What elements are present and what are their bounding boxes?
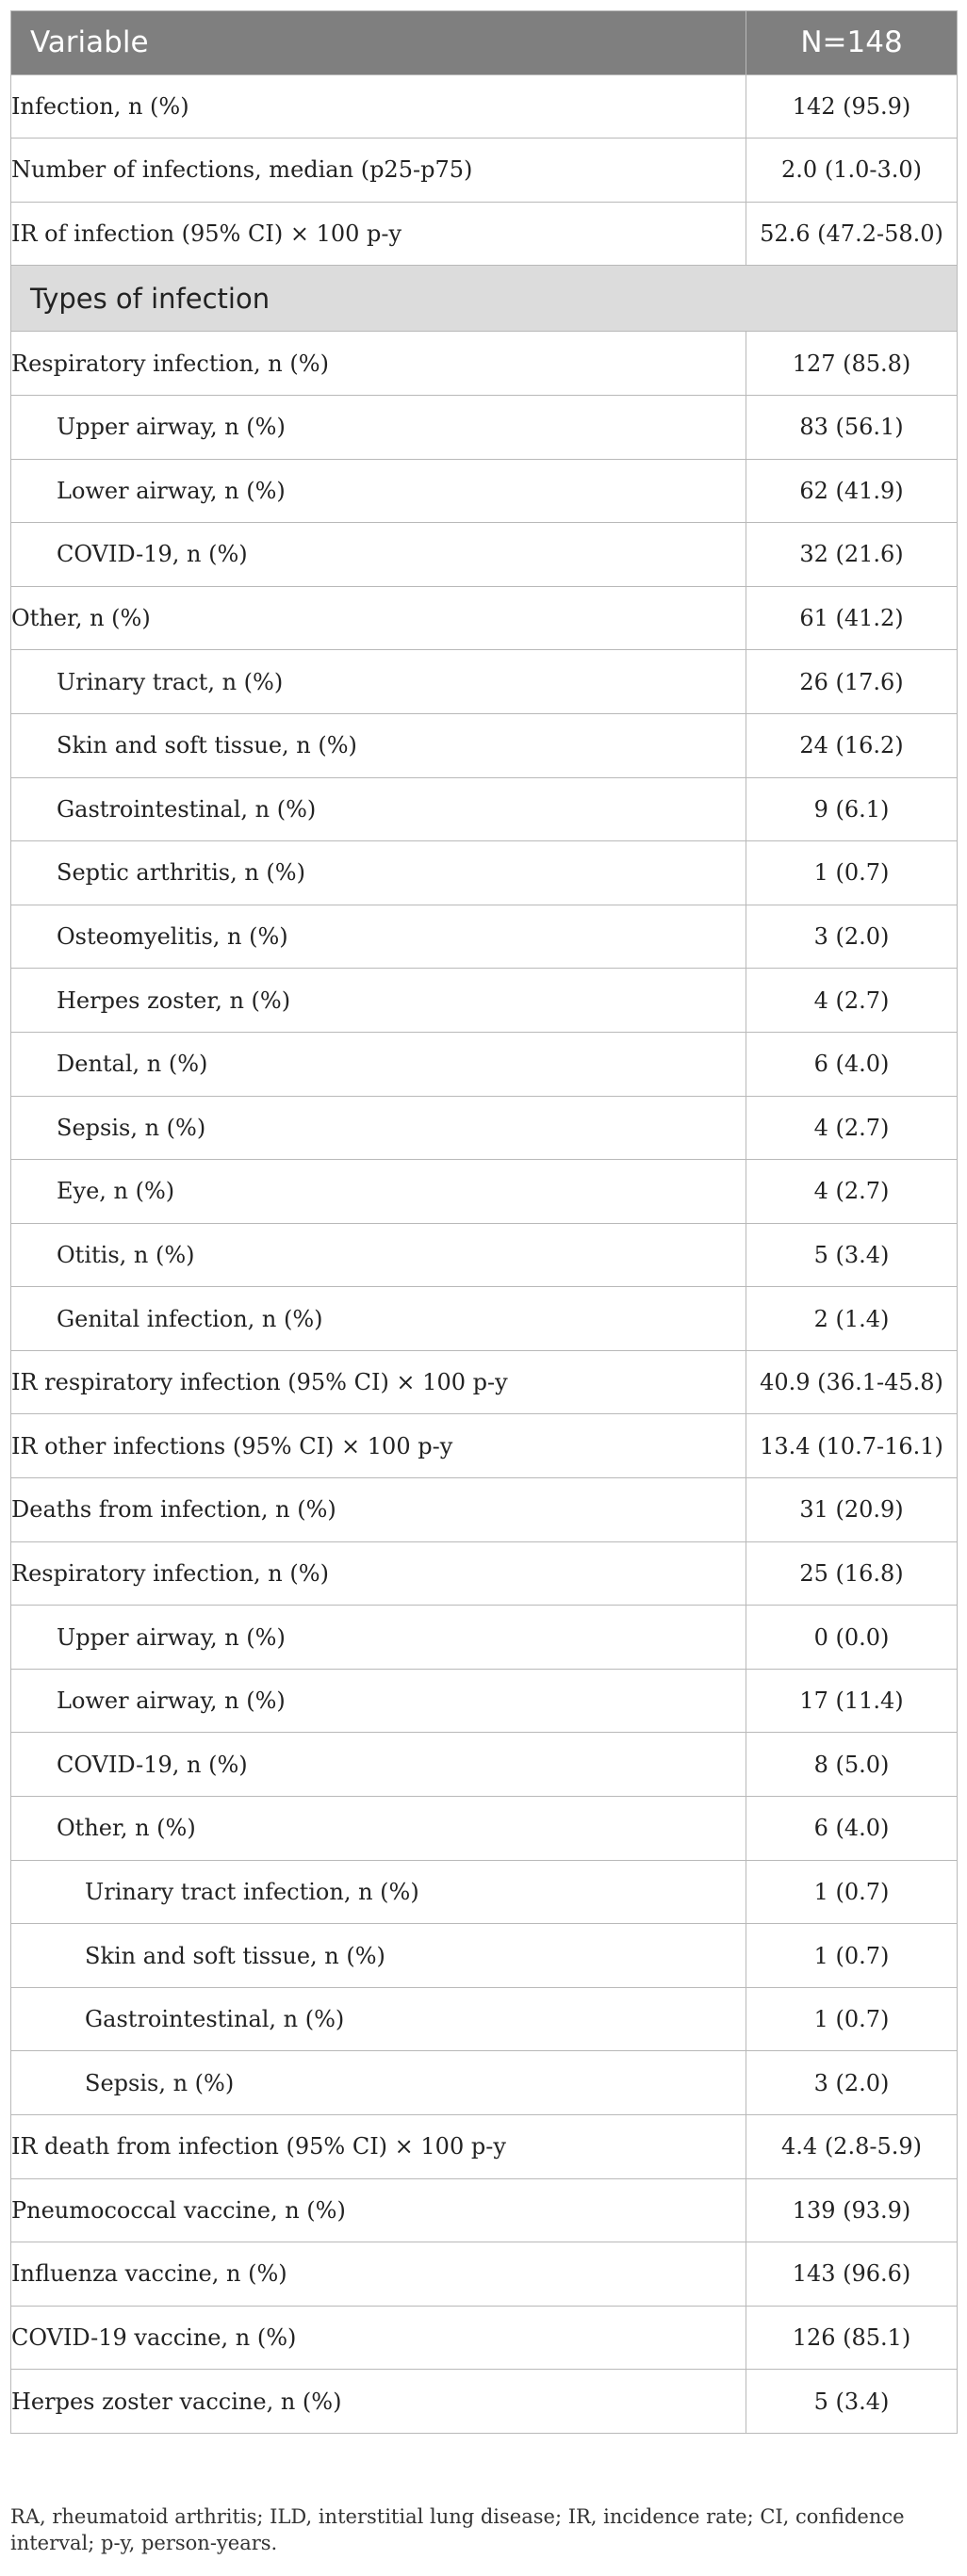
row-value: 6 (4.0) [746, 1797, 958, 1861]
row-label: Genital infection, n (%) [11, 1287, 746, 1351]
row-value: 143 (96.6) [746, 2242, 958, 2307]
header-n: N=148 [746, 11, 958, 75]
table-row [11, 2242, 958, 2307]
row-label: COVID-19, n (%) [11, 523, 746, 587]
section-row [11, 266, 958, 332]
row-value: 83 (56.1) [746, 395, 958, 459]
row-label: Skin and soft tissue, n (%) [11, 713, 746, 777]
row-value: 62 (41.9) [746, 459, 958, 523]
row-label: Influenza vaccine, n (%) [11, 2242, 746, 2307]
table-row [11, 1414, 958, 1478]
row-value: 6 (4.0) [746, 1032, 958, 1096]
table-header [11, 11, 958, 75]
row-value: 26 (17.6) [746, 650, 958, 714]
row-value: 142 (95.9) [746, 74, 958, 139]
table-row [11, 1541, 958, 1606]
table-row [11, 1160, 958, 1224]
section-title: Types of infection [11, 266, 958, 332]
table-row [11, 1860, 958, 1924]
row-value: 3 (2.0) [746, 905, 958, 969]
row-label: Sepsis, n (%) [11, 1096, 746, 1160]
row-label: IR of infection (95% CI) × 100 p-y [11, 202, 746, 266]
row-label: Sepsis, n (%) [11, 2051, 746, 2115]
table-row [11, 139, 958, 203]
table-row [11, 2370, 958, 2434]
row-label: Dental, n (%) [11, 1032, 746, 1096]
table-row [11, 332, 958, 396]
row-label: Pneumococcal vaccine, n (%) [11, 2178, 746, 2242]
row-value: 1 (0.7) [746, 1987, 958, 2051]
row-label: Otitis, n (%) [11, 1223, 746, 1287]
row-label: Lower airway, n (%) [11, 1669, 746, 1733]
row-label: Other, n (%) [11, 586, 746, 650]
table-row [11, 1096, 958, 1160]
row-label: IR other infections (95% CI) × 100 p-y [11, 1414, 746, 1478]
table-row [11, 650, 958, 714]
header-variable: Variable [11, 11, 746, 75]
data-table [10, 10, 958, 2434]
table-row [11, 395, 958, 459]
row-label: IR respiratory infection (95% CI) × 100 p-y [11, 1350, 746, 1414]
table-row [11, 1733, 958, 1797]
row-label: Lower airway, n (%) [11, 459, 746, 523]
table-row [11, 586, 958, 650]
row-label: Respiratory infection, n (%) [11, 1541, 746, 1606]
table-row [11, 2178, 958, 2242]
row-value: 4 (2.7) [746, 1160, 958, 1224]
table-row [11, 2115, 958, 2179]
row-value: 2 (1.4) [746, 1287, 958, 1351]
table-row [11, 2051, 958, 2115]
row-value: 5 (3.4) [746, 1223, 958, 1287]
table-row [11, 841, 958, 905]
row-label: Deaths from infection, n (%) [11, 1478, 746, 1542]
table-row [11, 202, 958, 266]
table-row [11, 1987, 958, 2051]
table-body [11, 74, 958, 2433]
row-value: 40.9 (36.1-45.8) [746, 1350, 958, 1414]
row-label: Herpes zoster, n (%) [11, 969, 746, 1033]
table-row [11, 1669, 958, 1733]
row-label: Eye, n (%) [11, 1160, 746, 1224]
table-row [11, 1797, 958, 1861]
row-label: Urinary tract, n (%) [11, 650, 746, 714]
table-row [11, 1032, 958, 1096]
table-row [11, 1350, 958, 1414]
row-value: 31 (20.9) [746, 1478, 958, 1542]
table-row [11, 1478, 958, 1542]
row-value: 24 (16.2) [746, 713, 958, 777]
row-value: 17 (11.4) [746, 1669, 958, 1733]
table-row [11, 1606, 958, 1670]
table-row [11, 713, 958, 777]
row-label: Respiratory infection, n (%) [11, 332, 746, 396]
row-value: 1 (0.7) [746, 1924, 958, 1988]
table-row [11, 523, 958, 587]
row-value: 52.6 (47.2-58.0) [746, 202, 958, 266]
row-value: 13.4 (10.7-16.1) [746, 1414, 958, 1478]
row-label: Upper airway, n (%) [11, 395, 746, 459]
table-row [11, 1223, 958, 1287]
row-value: 4 (2.7) [746, 1096, 958, 1160]
row-value: 8 (5.0) [746, 1733, 958, 1797]
row-value: 61 (41.2) [746, 586, 958, 650]
row-label: COVID-19, n (%) [11, 1733, 746, 1797]
row-label: Other, n (%) [11, 1797, 746, 1861]
table-row [11, 905, 958, 969]
table-row [11, 777, 958, 841]
row-value: 0 (0.0) [746, 1606, 958, 1670]
table-row [11, 74, 958, 139]
row-value: 32 (21.6) [746, 523, 958, 587]
row-label: Herpes zoster vaccine, n (%) [11, 2370, 746, 2434]
row-label: Number of infections, median (p25-p75) [11, 139, 746, 203]
table-row [11, 969, 958, 1033]
row-value: 4.4 (2.8-5.9) [746, 2115, 958, 2179]
row-label: Gastrointestinal, n (%) [11, 1987, 746, 2051]
row-value: 3 (2.0) [746, 2051, 958, 2115]
row-value: 5 (3.4) [746, 2370, 958, 2434]
row-label: COVID-19 vaccine, n (%) [11, 2306, 746, 2370]
row-label: Urinary tract infection, n (%) [11, 1860, 746, 1924]
table-footnote: RA, rheumatoid arthritis; ILD, interstitial lung disease; IR, incidence rate; CI, confidence interval; p-y, person-years. [10, 2505, 905, 2554]
row-value: 1 (0.7) [746, 841, 958, 905]
table-row [11, 1924, 958, 1988]
row-value: 127 (85.8) [746, 332, 958, 396]
row-label: IR death from infection (95% CI) × 100 p-y [11, 2115, 746, 2179]
table-row [11, 1287, 958, 1351]
row-label: Infection, n (%) [11, 74, 746, 139]
row-label: Skin and soft tissue, n (%) [11, 1924, 746, 1988]
row-value: 2.0 (1.0-3.0) [746, 139, 958, 203]
row-label: Upper airway, n (%) [11, 1606, 746, 1670]
table-row [11, 459, 958, 523]
row-value: 126 (85.1) [746, 2306, 958, 2370]
row-value: 139 (93.9) [746, 2178, 958, 2242]
row-value: 1 (0.7) [746, 1860, 958, 1924]
row-label: Osteomyelitis, n (%) [11, 905, 746, 969]
row-label: Septic arthritis, n (%) [11, 841, 746, 905]
row-value: 4 (2.7) [746, 969, 958, 1033]
row-value: 25 (16.8) [746, 1541, 958, 1606]
row-label: Gastrointestinal, n (%) [11, 777, 746, 841]
row-value: 9 (6.1) [746, 777, 958, 841]
header-row [11, 11, 958, 75]
table-row [11, 2306, 958, 2370]
